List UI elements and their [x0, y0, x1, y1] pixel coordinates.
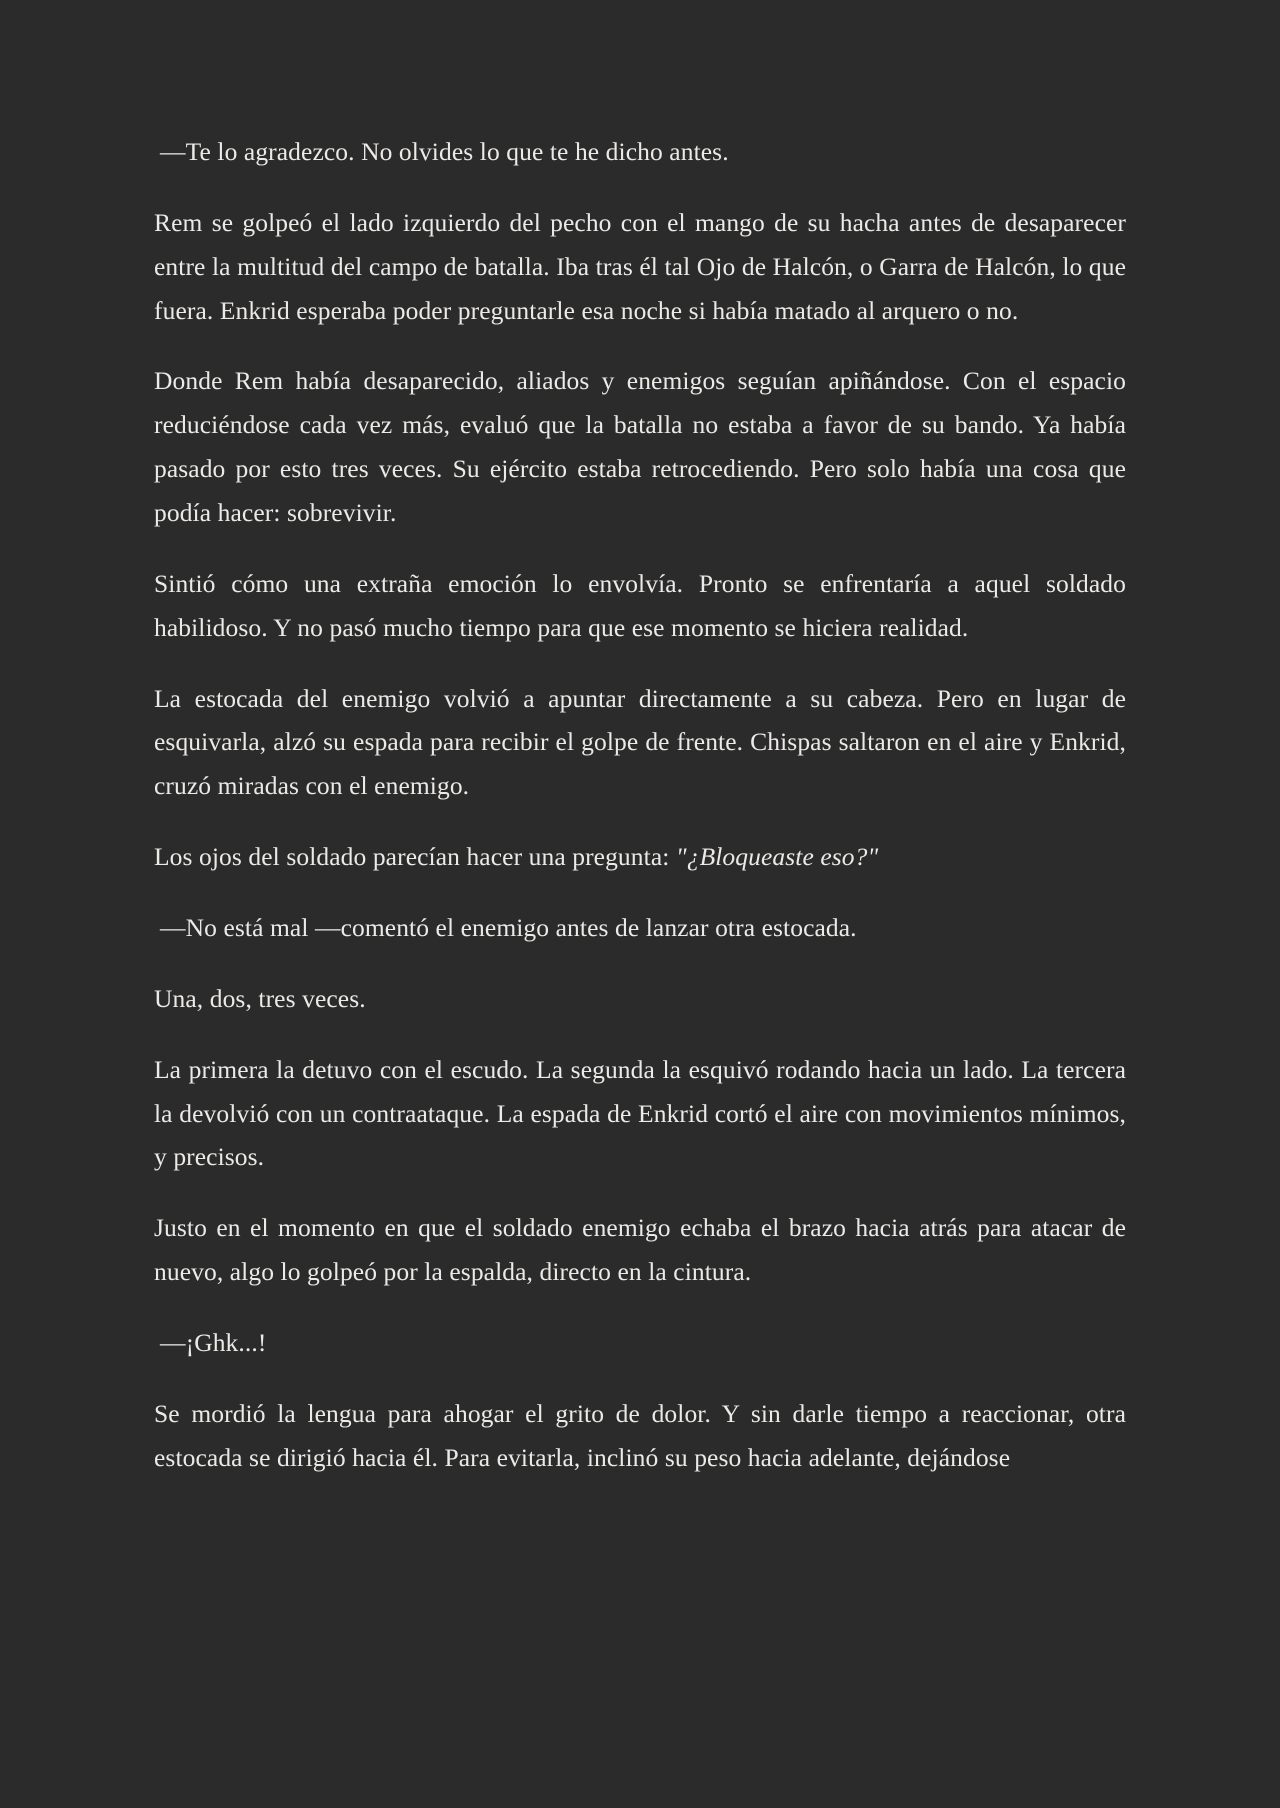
paragraph-narration-5: Una, dos, tres veces. [154, 983, 366, 1013]
paragraph-dialogue-3: —¡Ghk...! [160, 1328, 267, 1358]
paragraph-question-quote: "¿Bloqueaste eso?" [675, 842, 879, 872]
paragraph-question-lead: Los ojos del soldado parecían hacer una pregunta: [154, 842, 676, 872]
document-body [154, 130, 1126, 1480]
paragraph-narration-7: Justo en el momento en que el soldado enemigo echaba el brazo hacia atrás para atacar de nuevo, algo lo golpeó por la espalda, directo en la cintura. [154, 1213, 1126, 1287]
paragraph-narration-8: Se mordió la lengua para ahogar el grito de dolor. Y sin darle tiempo a reaccionar, otra estocada se dirigió hacia él. Para evitarla, inclinó su peso hacia adelante, dejándose [154, 1398, 1126, 1472]
paragraph-narration-3: Sintió cómo una extraña emoción lo envolvía. Pronto se enfrentaría a aquel soldado habilidoso. Y no pasó mucho tiempo para que ese momento se hiciera realidad. [154, 568, 1126, 642]
paragraph-dialogue-2: —No está mal —comentó el enemigo antes de lanzar otra estocada. [160, 913, 857, 943]
paragraph-narration-2: Donde Rem había desaparecido, aliados y enemigos seguían apiñándose. Con el espacio reduciéndose cada vez más, evaluó que la batalla no estaba a favor de su bando. Ya había pasado por esto tres veces. Su ejército estaba retrocediendo. Pero solo había una cosa que podía hacer: sobrevivir. [154, 366, 1126, 528]
paragraph-question [154, 835, 1126, 879]
paragraph-dialogue-1: —Te lo agradezco. No olvides lo que te he dicho antes. [160, 137, 729, 166]
paragraph-narration-1: Rem se golpeó el lado izquierdo del pecho con el mango de su hacha antes de desaparecer entre la multitud del campo de batalla. Iba tras él tal Ojo de Halcón, o Garra de Halcón, lo que fuera. Enkrid esperaba poder preguntarle esa noche si había matado al arquero o no. [154, 207, 1126, 325]
paragraph-narration-4: La estocada del enemigo volvió a apuntar directamente a su cabeza. Pero en lugar de esquivarla, alzó su espada para recibir el golpe de frente. Chispas saltaron en el aire y Enkrid, cruzó miradas con el enemigo. [154, 683, 1126, 801]
paragraph-narration-6: La primera la detuvo con el escudo. La segunda la esquivó rodando hacia un lado. La tercera la devolvió con un contraataque. La espada de Enkrid cortó el aire con movimientos mínimos, y precisos. [154, 1054, 1126, 1172]
